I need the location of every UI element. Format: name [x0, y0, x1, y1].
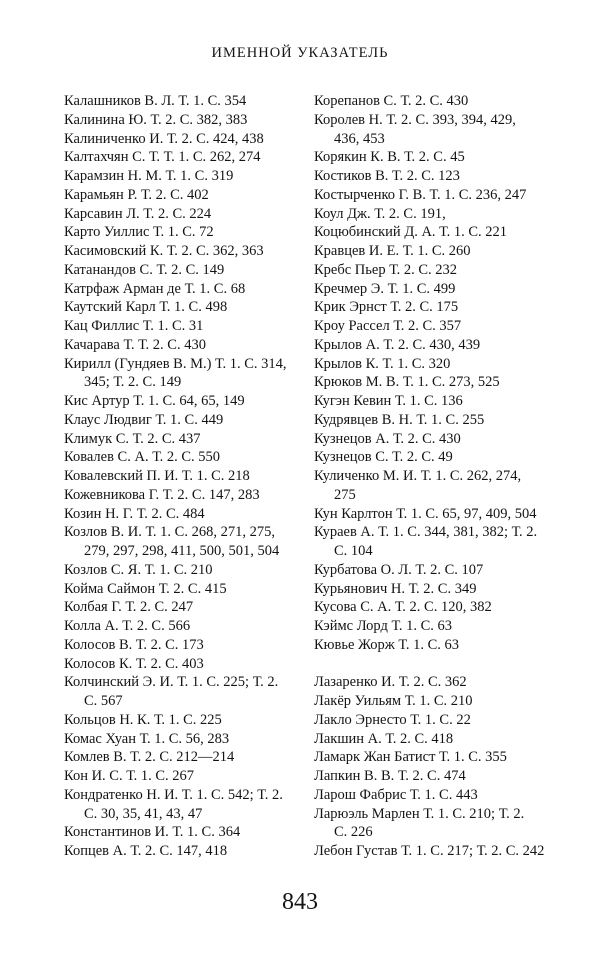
index-entry-line: Крик Эрнст Т. 2. С. 175 — [314, 299, 459, 316]
index-entry-continuation: 436, 453 — [334, 130, 385, 147]
index-entry-line: Катанандов С. Т. 2. С. 149 — [64, 261, 225, 278]
index-entry-line: Колбая Г. Т. 2. С. 247 — [64, 599, 194, 616]
index-entry-line: Кроу Рассел Т. 2. С. 357 — [314, 318, 462, 334]
index-entry-line: Кузнецов С. Т. 2. С. 49 — [314, 449, 453, 466]
index-entry-line: Кусова С. А. Т. 2. С. 120, 382 — [314, 599, 492, 616]
index-entry-line: Кирилл (Гундяев В. М.) Т. 1. С. 314, — [64, 355, 287, 372]
index-entry-line: Курьянович Н. Т. 2. С. 349 — [314, 580, 477, 597]
index-entry — [314, 748, 546, 767]
index-entry — [64, 355, 292, 393]
index-entry-line: Константинов И. Т. 1. С. 364 — [64, 824, 241, 841]
index-entry-line: Лакёр Уильям Т. 1. С. 210 — [314, 693, 473, 709]
index-entry-line: Каутский Карл Т. 1. С. 498 — [64, 299, 228, 316]
index-entry — [314, 730, 546, 749]
index-entry-line: Карто Уиллис Т. 1. С. 72 — [64, 224, 214, 241]
index-entry — [64, 186, 292, 205]
index-entry-line: Комлев В. Т. 2. С. 212—214 — [64, 749, 235, 766]
index-entry — [64, 580, 292, 599]
index-entry — [64, 148, 292, 167]
index-entry-line: Калинина Ю. Т. 2. С. 382, 383 — [64, 111, 248, 128]
index-entry-line: Калтахчян С. Т. Т. 1. С. 262, 274 — [64, 149, 261, 166]
index-entry-line: Колчинский Э. И. Т. 1. С. 225; Т. 2. — [64, 674, 279, 691]
index-entry — [314, 411, 546, 430]
index-entry — [64, 617, 292, 636]
index-entry — [314, 448, 546, 467]
index-entry-line: Кребс Пьер Т. 2. С. 232 — [314, 261, 458, 278]
index-entry-line: Ковалев С. А. Т. 2. С. 550 — [64, 449, 221, 466]
index-entry — [314, 223, 546, 242]
index-entry — [314, 842, 546, 861]
index-entry-line: Коцюбинский Д. А. Т. 1. С. 221 — [314, 224, 508, 241]
index-entry-line: Лазаренко И. Т. 2. С. 362 — [314, 674, 467, 691]
index-entry-line: Кураев А. Т. 1. С. 344, 381, 382; Т. 2. — [314, 524, 538, 541]
index-entry-line: Качарава Т. Т. 2. С. 430 — [64, 336, 206, 353]
index-entry-line: Лакшин А. Т. 2. С. 418 — [314, 730, 454, 747]
index-entry — [314, 205, 546, 224]
index-entry — [64, 561, 292, 580]
index-entry — [314, 430, 546, 449]
index-entry — [64, 92, 292, 111]
index-entry-line: Кожевникова Г. Т. 2. С. 147, 283 — [64, 486, 260, 503]
index-column-left — [64, 92, 292, 861]
index-entry — [314, 598, 546, 617]
index-entry — [64, 842, 292, 861]
index-entry — [314, 317, 546, 336]
index-entry-line: Колосов К. Т. 2. С. 403 — [64, 655, 204, 672]
index-entry — [314, 673, 546, 692]
index-entry — [314, 505, 546, 524]
index-entry-line: Ларюэль Марлен Т. 1. С. 210; Т. 2. — [314, 805, 525, 822]
index-entry — [64, 111, 292, 130]
index-entry-line: Курбатова О. Л. Т. 2. С. 107 — [314, 561, 484, 578]
index-entry-line: Калиниченко И. Т. 2. С. 424, 438 — [64, 130, 264, 147]
index-entry — [314, 805, 546, 843]
index-entry — [64, 411, 292, 430]
index-entry-line: Кречмер Э. Т. 1. С. 499 — [314, 280, 456, 297]
index-entry — [64, 673, 292, 711]
index-entry-continuation: С. 226 — [334, 824, 373, 841]
index-entry — [314, 111, 546, 149]
index-entry-line: Куличенко М. И. Т. 1. С. 262, 274, — [314, 468, 522, 484]
index-entry — [64, 298, 292, 317]
index-entry — [314, 167, 546, 186]
index-entry-continuation: С. 104 — [334, 543, 373, 559]
running-header: ИМЕННОЙ УКАЗАТЕЛЬ — [211, 45, 389, 61]
index-entry — [314, 617, 546, 636]
index-entry-line: Козлов С. Я. Т. 1. С. 210 — [64, 561, 213, 578]
index-entry — [314, 467, 546, 505]
index-entry — [314, 186, 546, 205]
index-entry — [314, 786, 546, 805]
index-entry-continuation: 279, 297, 298, 411, 500, 501, 504 — [84, 543, 280, 559]
index-entry-line: Корепанов С. Т. 2. С. 430 — [314, 93, 469, 109]
index-entry-continuation: 275 — [334, 486, 356, 503]
index-entry-continuation: С. 567 — [84, 693, 123, 709]
index-entry — [64, 130, 292, 149]
index-entry — [314, 280, 546, 299]
index-entry — [314, 692, 546, 711]
index-entry-line: Койма Саймон Т. 2. С. 415 — [64, 580, 227, 597]
index-entry-line: Крылов А. Т. 2. С. 430, 439 — [314, 336, 481, 353]
index-entry-line: Карамьян Р. Т. 2. С. 402 — [64, 186, 209, 203]
index-entry — [314, 242, 546, 261]
index-entry-line: Костырченко Г. В. Т. 1. С. 236, 247 — [314, 186, 527, 203]
index-entry — [64, 786, 292, 824]
index-entry — [64, 242, 292, 261]
index-entry — [64, 467, 292, 486]
index-entry — [314, 711, 546, 730]
index-entry-line: Кун Карлтон Т. 1. С. 65, 97, 409, 504 — [314, 505, 537, 522]
index-entry-line: Климук С. Т. 2. С. 437 — [64, 430, 201, 447]
index-entry-line: Комас Хуан Т. 1. С. 56, 283 — [64, 730, 230, 747]
index-entry — [314, 355, 546, 374]
index-entry — [64, 430, 292, 449]
index-entry-line: Корякин К. В. Т. 2. С. 45 — [314, 149, 465, 166]
index-entry — [64, 392, 292, 411]
index-entry-line: Королев Н. Т. 2. С. 393, 394, 429, — [314, 111, 516, 128]
index-entry-line: Ларош Фабрис Т. 1. С. 443 — [314, 786, 478, 803]
index-entry — [64, 523, 292, 561]
index-entry-continuation: С. 30, 35, 41, 43, 47 — [84, 805, 203, 822]
index-entry — [64, 261, 292, 280]
index-entry-line: Кис Артур Т. 1. С. 64, 65, 149 — [64, 393, 245, 409]
index-entry — [64, 448, 292, 467]
index-entry — [64, 280, 292, 299]
index-entry — [314, 636, 546, 655]
index-entry-line: Карамзин Н. М. Т. 1. С. 319 — [64, 168, 234, 184]
page-number: 843 — [282, 889, 318, 915]
index-entry — [64, 655, 292, 674]
index-entry — [64, 486, 292, 505]
index-entry — [314, 767, 546, 786]
index-entry — [64, 730, 292, 749]
index-entry-line: Катрфаж Арман де Т. 1. С. 68 — [64, 280, 246, 297]
index-entry-line: Колосов В. Т. 2. С. 173 — [64, 636, 204, 653]
index-entry-line: Колла А. Т. 2. С. 566 — [64, 618, 191, 634]
index-entry-line: Кугэн Кевин Т. 1. С. 136 — [314, 393, 463, 409]
index-entry-line: Касимовский К. Т. 2. С. 362, 363 — [64, 243, 264, 259]
index-entry — [64, 636, 292, 655]
letter-section-gap — [314, 655, 546, 674]
index-entry-line: Копцев А. Т. 2. С. 147, 418 — [64, 843, 228, 859]
index-entry-line: Калашников В. Л. Т. 1. С. 354 — [64, 93, 247, 109]
index-entry-line: Карсавин Л. Т. 2. С. 224 — [64, 205, 212, 222]
index-entry-line: Костиков В. Т. 2. С. 123 — [314, 168, 460, 184]
index-entry — [64, 748, 292, 767]
index-entry-line: Крылов К. Т. 1. С. 320 — [314, 355, 451, 372]
index-entry — [314, 336, 546, 355]
index-entry — [64, 505, 292, 524]
index-entry-line: Кон И. С. Т. 1. С. 267 — [64, 768, 195, 784]
index-entry-line: Коул Дж. Т. 2. С. 191, — [314, 205, 446, 222]
index-entry — [314, 392, 546, 411]
index-entry-line: Козлов В. И. Т. 1. С. 268, 271, 275, — [64, 524, 275, 541]
index-entry-line: Кондратенко Н. И. Т. 1. С. 542; Т. 2. — [64, 786, 283, 803]
index-entry-line: Лапкин В. В. Т. 2. С. 474 — [314, 768, 466, 784]
index-entry-continuation: 345; Т. 2. С. 149 — [84, 374, 182, 391]
index-column-right — [314, 92, 546, 861]
index-entry-line: Кравцев И. Е. Т. 1. С. 260 — [314, 243, 471, 259]
index-entry-line: Кац Филлис Т. 1. С. 31 — [64, 318, 204, 334]
index-entry — [64, 317, 292, 336]
index-entry — [314, 298, 546, 317]
index-entry-line: Кэймс Лорд Т. 1. С. 63 — [314, 618, 453, 634]
index-entry — [314, 580, 546, 599]
index-entry — [64, 598, 292, 617]
index-entry — [64, 223, 292, 242]
index-entry-line: Лебон Густав Т. 1. С. 217; Т. 2. С. 242 — [314, 843, 545, 859]
index-entry — [64, 167, 292, 186]
index-entry — [64, 767, 292, 786]
index-entry — [314, 373, 546, 392]
index-entry — [314, 523, 546, 561]
index-entry — [314, 261, 546, 280]
index-entry — [64, 336, 292, 355]
index-entry-line: Козин Н. Г. Т. 2. С. 484 — [64, 505, 205, 522]
index-entry-line: Клаус Людвиг Т. 1. С. 449 — [64, 411, 224, 428]
index-entry-line: Ковалевский П. И. Т. 1. С. 218 — [64, 468, 250, 484]
index-entry-line: Крюков М. В. Т. 1. С. 273, 525 — [314, 374, 500, 391]
index-entry — [314, 561, 546, 580]
index-entry — [314, 148, 546, 167]
index-entry — [314, 92, 546, 111]
index-entry-line: Кювье Жорж Т. 1. С. 63 — [314, 636, 459, 653]
index-entry-line: Кудрявцев В. Н. Т. 1. С. 255 — [314, 411, 485, 428]
index-entry-line: Кузнецов А. Т. 2. С. 430 — [314, 430, 461, 447]
index-entry — [64, 823, 292, 842]
index-entry-line: Ламарк Жан Батист Т. 1. С. 355 — [314, 749, 507, 766]
index-entry — [64, 711, 292, 730]
index-entry-line: Лакло Эрнесто Т. 1. С. 22 — [314, 711, 471, 728]
index-entry-line: Кольцов Н. К. Т. 1. С. 225 — [64, 711, 222, 728]
index-entry — [64, 205, 292, 224]
